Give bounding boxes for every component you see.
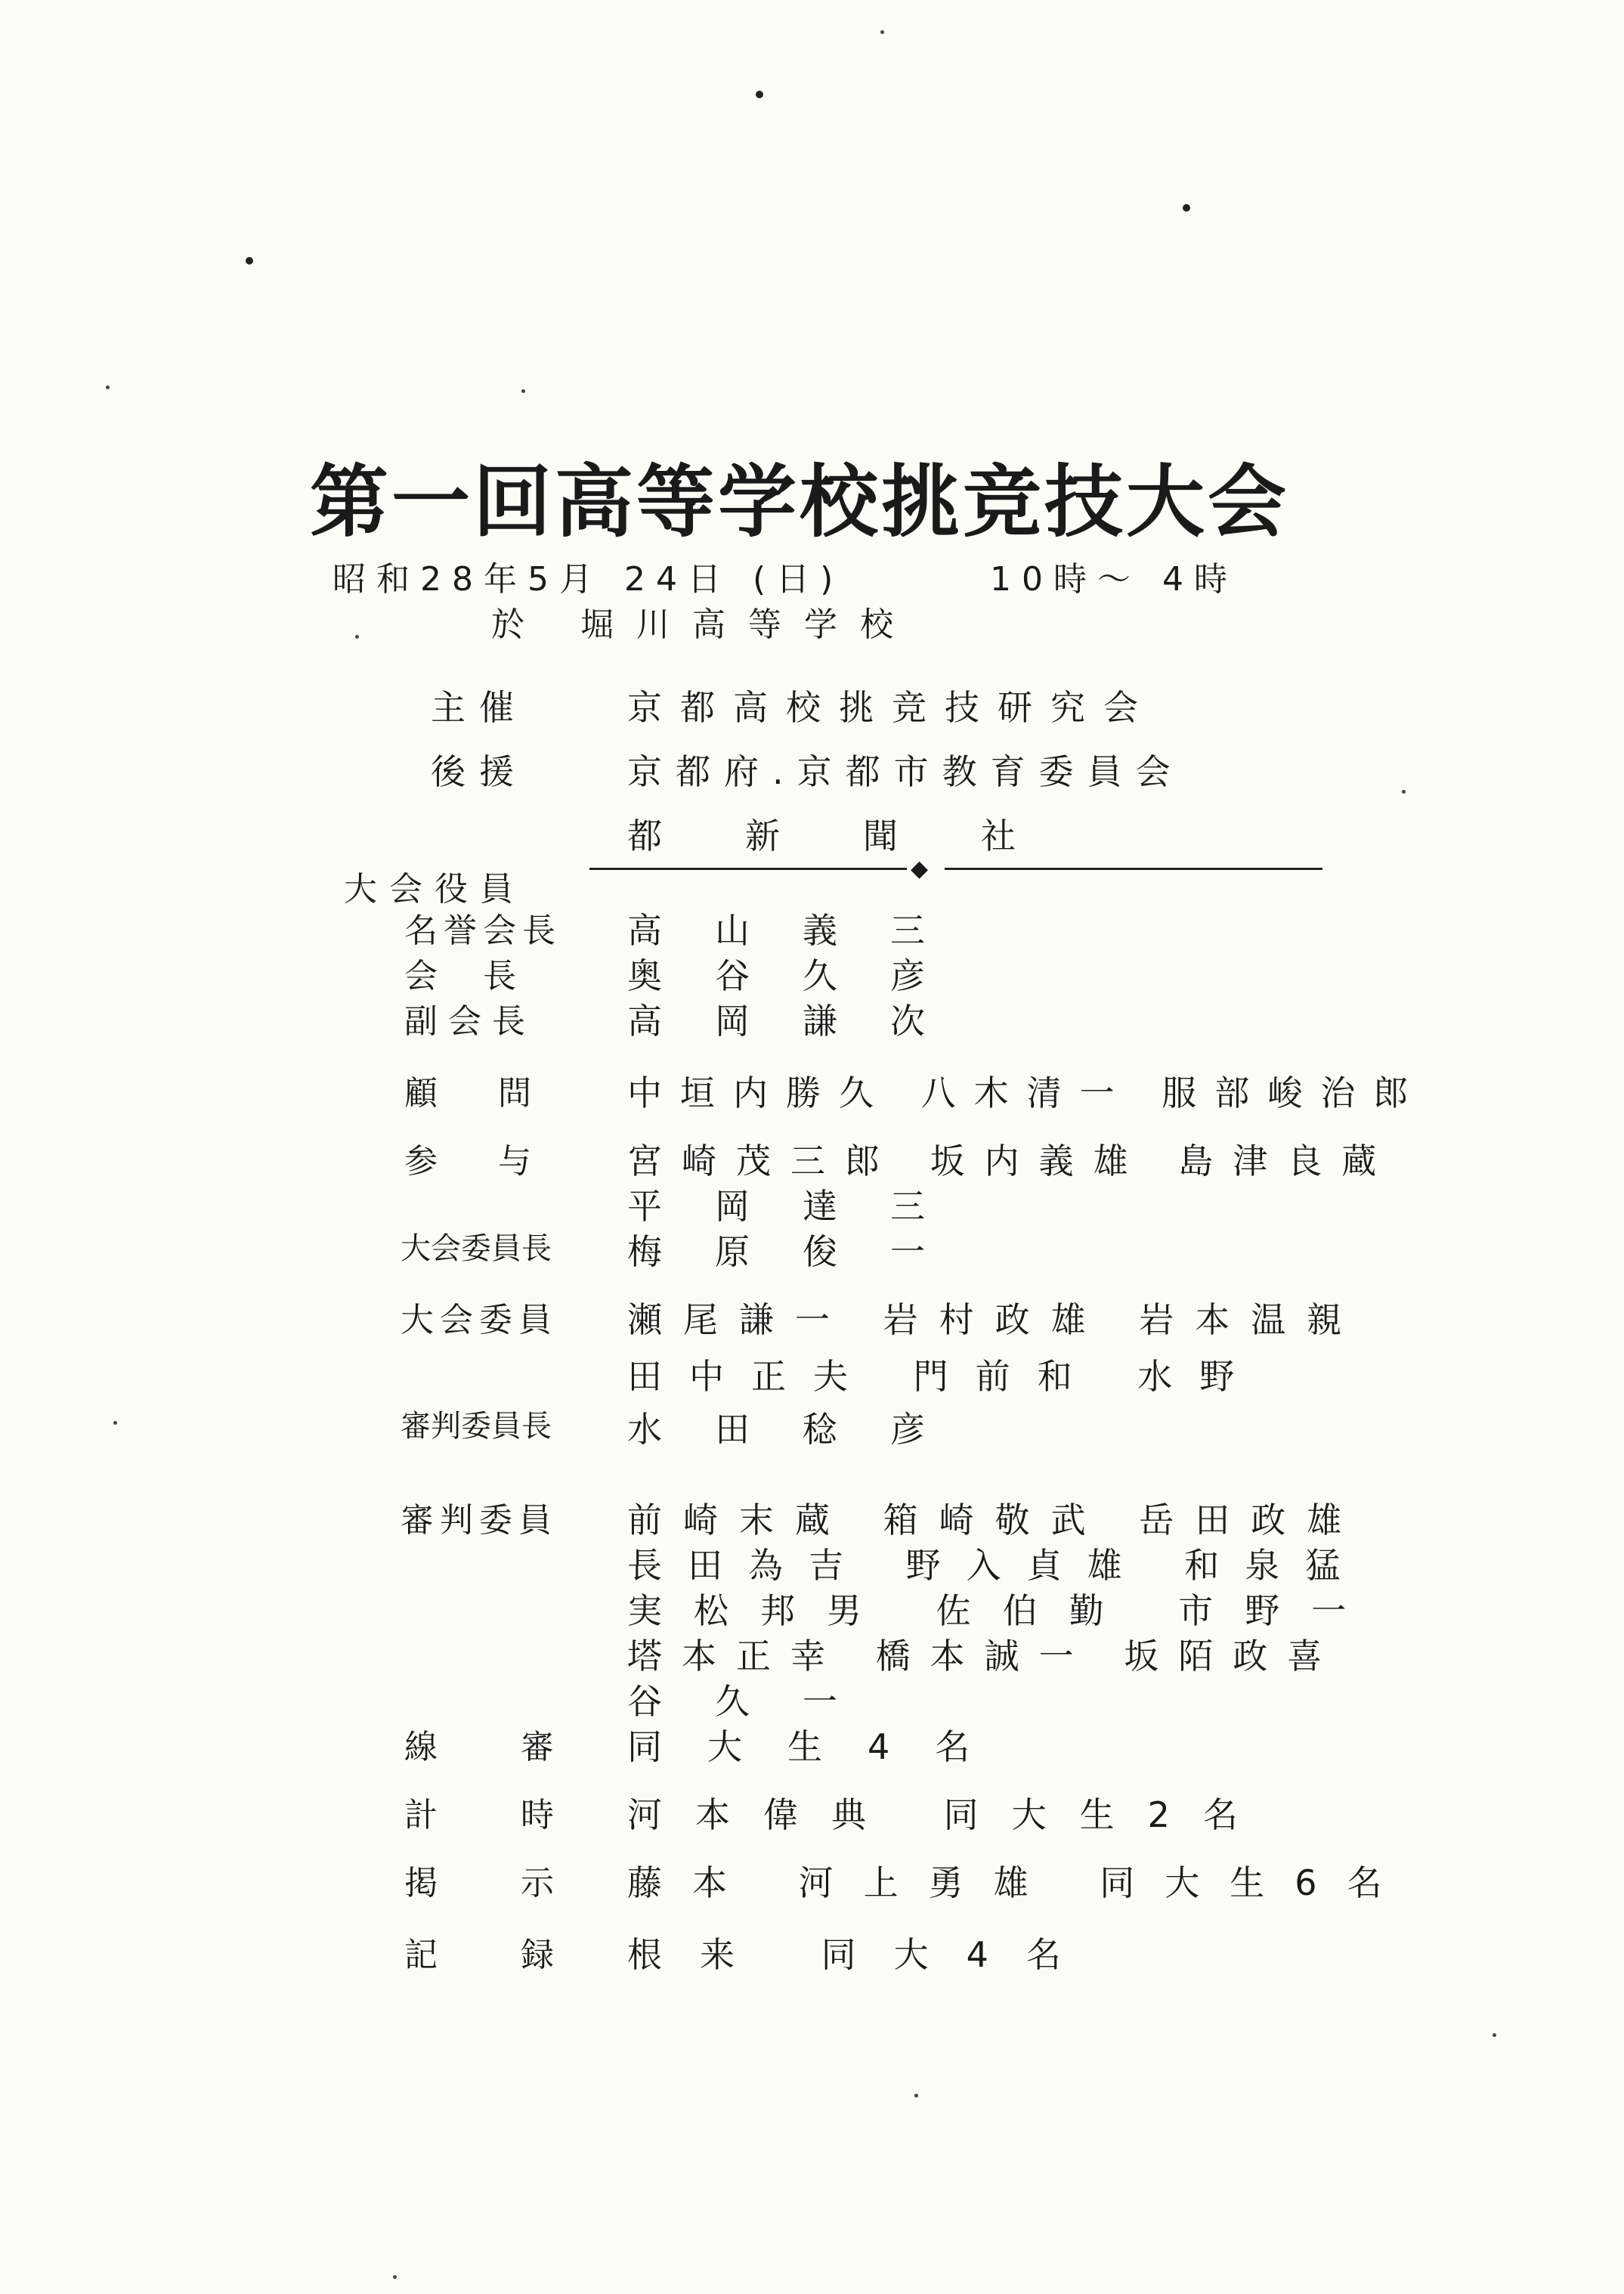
- officer-name: 同大生4名: [627, 1726, 1016, 1767]
- scan-speck: [246, 257, 253, 265]
- organizer-value: 京都高校挑竞技研究会: [627, 687, 1156, 728]
- officer-name: 梅原俊一: [627, 1231, 978, 1272]
- officer-role-label: 名誉会長: [404, 912, 561, 950]
- officer-name: 河本偉典 同大生2名: [627, 1794, 1271, 1835]
- page-title: 第一回高等学校挑竞技大会: [310, 455, 1290, 548]
- divider-left: [589, 868, 907, 870]
- scan-speck: [1402, 790, 1406, 794]
- officer-name: 高岡謙次: [627, 1001, 978, 1042]
- officer-name: 中垣内勝久 八木清一 服部峻治郎: [627, 1073, 1427, 1113]
- scan-speck: [393, 2275, 397, 2279]
- scan-speck: [1493, 2033, 1496, 2037]
- officer-name: 実松邦男 佐伯勤 市野一: [627, 1590, 1378, 1631]
- organizer-label: 主催: [431, 687, 527, 728]
- sponsor-value-2: 都新聞社: [627, 816, 1099, 856]
- officer-name: 藤本 河上勇雄 同大生6名: [627, 1862, 1412, 1903]
- event-date: 昭和28年5月 24日 (日): [333, 560, 844, 599]
- officer-role-label: 計時: [404, 1796, 637, 1834]
- officer-name: 根来 同大4名: [627, 1934, 1099, 1975]
- scan-speck: [756, 91, 763, 98]
- officer-name: 長田為吉 野入貞雄 和泉猛: [627, 1545, 1366, 1586]
- officer-name: 瀬尾謙一 岩村政雄 岩本温親: [627, 1299, 1363, 1340]
- officer-name: 奥谷久彦: [627, 955, 978, 996]
- divider-right: [945, 868, 1322, 870]
- officer-role-label: 副会長: [404, 1002, 536, 1041]
- officer-name: 塔本正幸 橋本誠一 坂陌政喜: [627, 1636, 1342, 1676]
- divider-ornament: ◆: [911, 856, 929, 882]
- officer-role-label: 審判委員長: [401, 1409, 552, 1444]
- scan-speck: [1183, 204, 1190, 212]
- officer-role-label: 大会委員: [401, 1301, 558, 1339]
- officer-name: 宮崎茂三郎 坂内義雄 島津良蔵: [627, 1141, 1397, 1181]
- event-venue: 於 堀川高等学校: [491, 605, 916, 644]
- officer-name: 高山義三: [627, 910, 978, 951]
- event-time: 10時〜 4時: [990, 560, 1238, 599]
- officer-name: 水田稔彦: [627, 1409, 978, 1450]
- officer-role-label: 記録: [404, 1936, 637, 1974]
- officer-role-label: 会長: [404, 957, 561, 995]
- scan-speck: [880, 30, 884, 34]
- officer-role-label: 顧問: [404, 1074, 592, 1113]
- officer-role-label: 線審: [404, 1728, 637, 1766]
- officer-role-label: 大会委員長: [401, 1231, 552, 1266]
- scan-speck: [355, 635, 359, 639]
- sponsor-value: 京都府.京都市教育委員会: [627, 751, 1184, 792]
- scan-speck: [914, 2094, 918, 2097]
- scan-speck: [113, 1421, 117, 1425]
- officers-heading: 大会役員: [344, 870, 525, 909]
- officer-role-label: 参与: [404, 1142, 592, 1181]
- officer-name: 谷久一: [627, 1681, 890, 1722]
- officer-name: 平岡達三: [627, 1186, 978, 1227]
- officer-role-label: 掲示: [404, 1864, 637, 1902]
- scan-speck: [521, 389, 525, 393]
- sponsor-label: 後援: [431, 751, 527, 792]
- officer-name: 田中正夫 門前和 水野: [627, 1356, 1262, 1397]
- scan-speck: [106, 385, 110, 389]
- officer-name: 前崎末蔵 箱崎敬武 岳田政雄: [627, 1500, 1363, 1540]
- officer-role-label: 審判委員: [401, 1501, 558, 1540]
